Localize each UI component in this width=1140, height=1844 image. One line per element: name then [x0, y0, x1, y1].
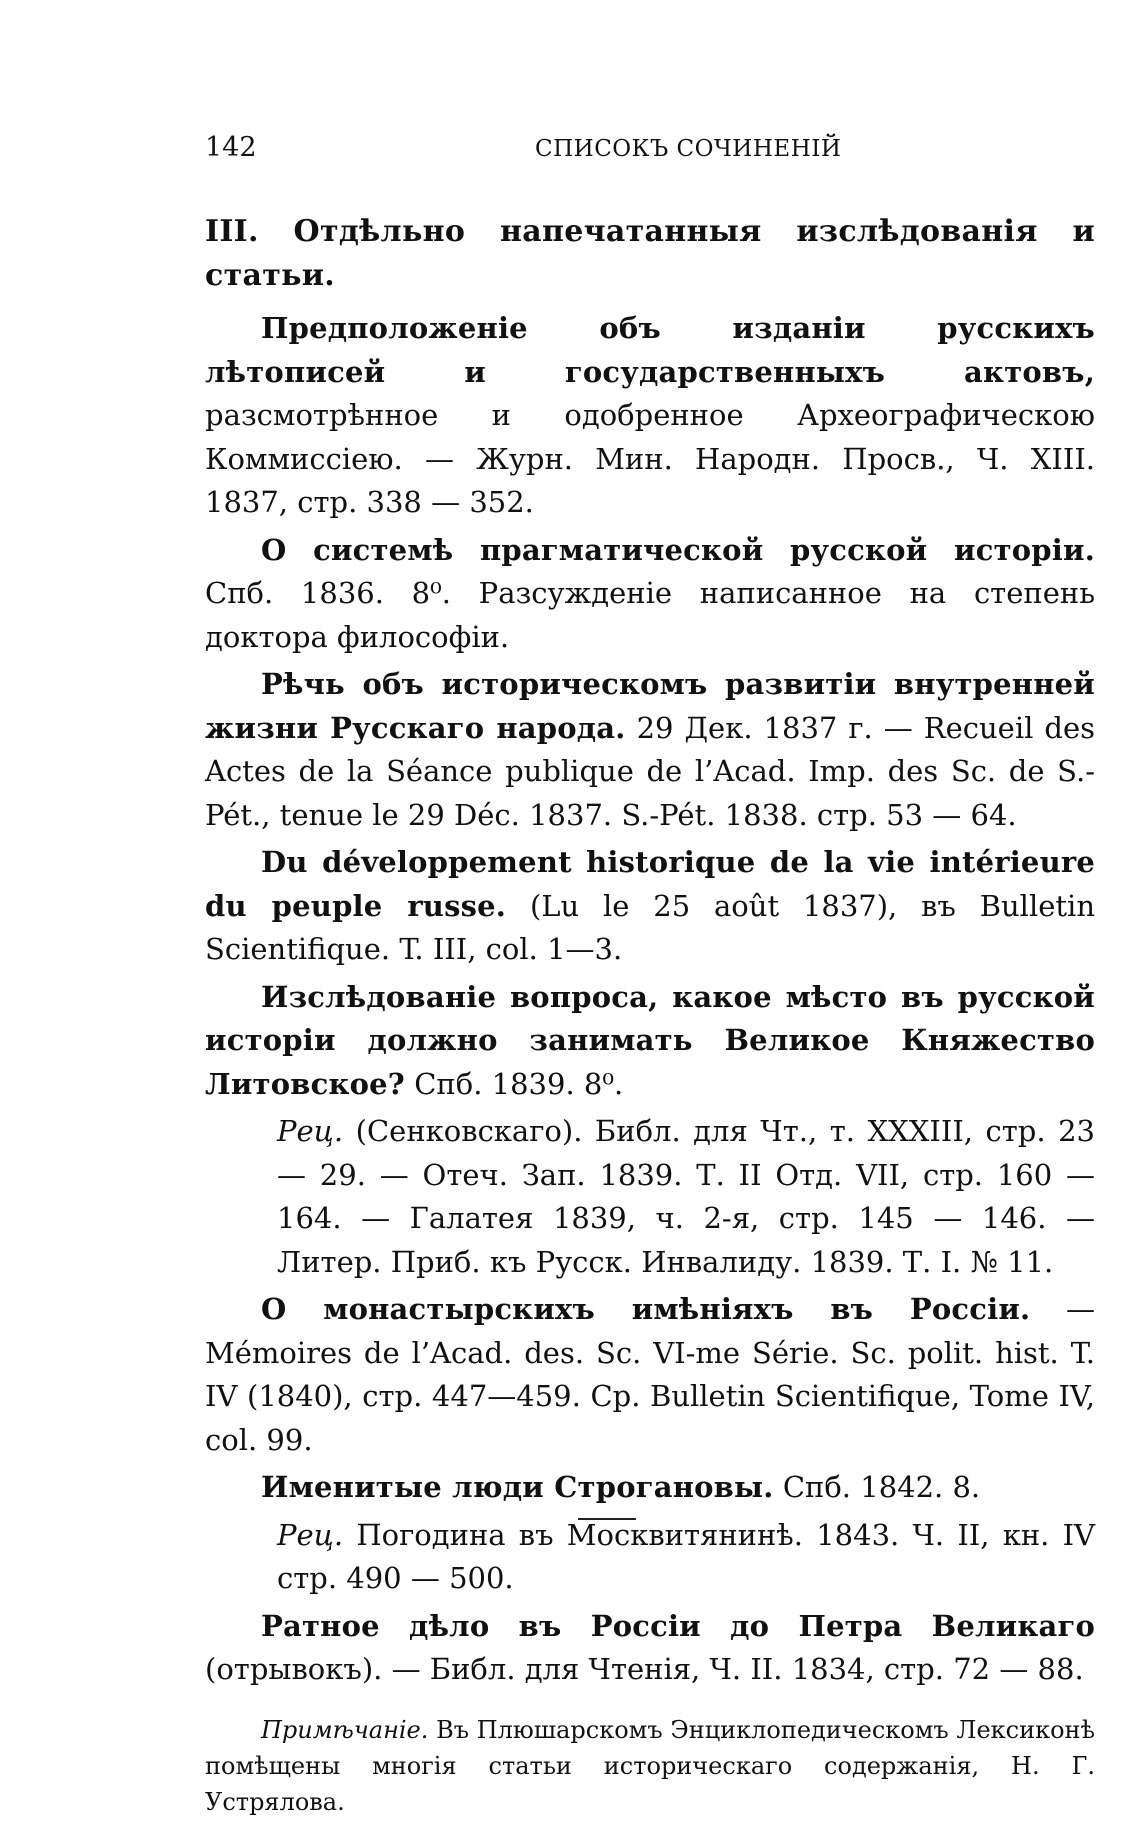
page-header — [205, 132, 1095, 172]
entry-title: О системѣ прагматической русской исторіи. — [261, 532, 1095, 567]
bibliography-entry — [205, 1466, 1095, 1510]
review-label: Рец. — [277, 1517, 344, 1552]
bibliography-entry — [205, 1288, 1095, 1462]
entry-text: (отрывокъ). — Библ. для Чтенія, Ч. II. 1834, стр. 72 — 88. — [205, 1652, 1084, 1686]
entry-text: Спб. 1839. 8⁰. — [405, 1066, 624, 1101]
bibliography-entry — [205, 663, 1095, 837]
bibliography-entry — [205, 1605, 1095, 1692]
entry-text: (Lu le 25 août 1837), въ Bulletin Scientifique. T. III, col. 1—3. — [205, 888, 1096, 966]
entry-text: разсмотрѣнное и одобренное Археографическою Коммиссіею. — Журн. Мин. Народн. Просв., Ч. XIII. 1837, стр. 338 — 352. — [205, 398, 1095, 519]
footnote — [205, 1712, 1095, 1820]
page-number: 142 — [205, 132, 257, 163]
review-label: Рец. — [277, 1114, 344, 1148]
bibliography-entry — [205, 529, 1095, 660]
entry-title: Du développement historique de la vie intérieure du peuple russe. — [205, 845, 1095, 923]
note-text: Въ Плюшарскомъ Энциклопедическомъ Лексиконѣ помѣщены многія статьи историческаго содержанія, Н. Г. Устрялова. — [205, 1715, 1095, 1816]
entry-title: Изслѣдованіе вопроса, какое мѣсто въ русской исторіи должно занимать Великое Княжество Литовское? — [205, 979, 1095, 1101]
entry-title: Именитые люди Строгановы. — [261, 1470, 774, 1504]
entry-title: Рѣчь объ историческомъ развитіи внутренней жизни Русскаго народа. — [205, 667, 1095, 745]
page-body — [205, 210, 1095, 1844]
review-text: (Сенковскаго). Библ. для Чт., т. XXXIII, стр. 23 — 29. — Отеч. Зап. 1839. Т. II Отд. VII, стр. 160 — 164. — Галатея 1839, ч. 2-я, стр. 145 — 146. — Литер. Приб. къ Русск. Инвалиду. 1839. Т. I. № 11. — [277, 1114, 1095, 1279]
bibliography-entry — [205, 976, 1095, 1107]
review-text: Погодина въ Москвитянинѣ. 1843. Ч. II, кн. IV стр. 490 — 500. — [277, 1517, 1095, 1595]
entry-text: Спб. 1842. 8. — [773, 1470, 981, 1504]
bibliography-entry — [205, 307, 1095, 525]
entry-text: 29 Дек. 1837 г. — Recueil des Actes de la Séance publique de l’Acad. Imp. des Sc. de S.-Pét., tenue le 29 Déc. 1837. S.-Pét. 1838. стр. 53 — 64. — [205, 710, 1095, 832]
section-heading: III. Отдѣльно напечатанныя изслѣдованія и статьи. — [205, 214, 1095, 293]
note-label: Примѣчаніе. — [261, 1715, 429, 1744]
running-head: СПИСОКЪ СОЧИНЕНІЙ — [535, 136, 842, 162]
divider-rule — [578, 1518, 636, 1520]
entry-text: Спб. 1836. 8⁰. Разсужденіе написанное на степень доктора философіи. — [205, 576, 1095, 654]
entry-text: — Mémoires de l’Acad. des. Sc. VI-me Série. Sc. polit. hist. T. IV (1840), стр. 447—459. Ср. Bulletin Scientifique, Tome IV, col. 99. — [205, 1292, 1095, 1457]
review-note — [277, 1514, 1095, 1601]
entry-title: Ратное дѣло въ Россіи до Петра Великаго — [261, 1608, 1095, 1643]
bibliography-entry — [205, 841, 1095, 972]
entry-title: О монастырскихъ имѣніяхъ въ Россіи. — [261, 1292, 1031, 1326]
entry-title: Предположеніе объ изданіи русскихъ лѣтописей и государственныхъ актовъ, — [205, 311, 1095, 389]
review-note — [277, 1110, 1095, 1284]
